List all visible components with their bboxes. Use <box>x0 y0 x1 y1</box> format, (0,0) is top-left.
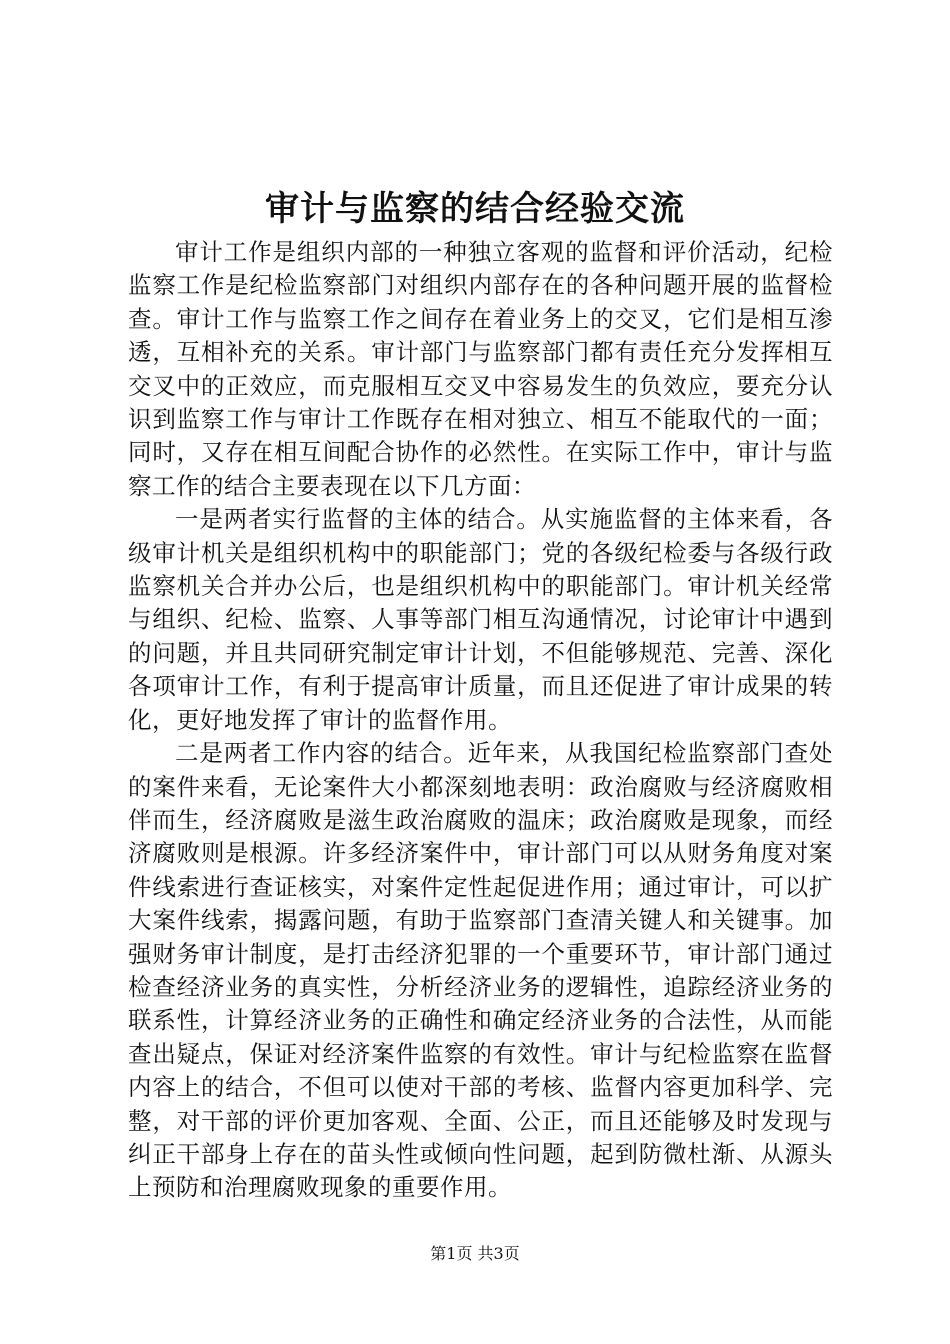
page-number-footer: 第1页 共3页 <box>430 1244 520 1263</box>
document-body <box>128 236 833 1205</box>
paragraph-content-combination: 二是两者工作内容的结合。近年来，从我国纪检监察部门查处的案件来看，无论案件大小都深刻地表明：政治腐败与经济腐败相伴而生，经济腐败是滋生政治腐败的温床；政治腐败是现象，而经济腐败则是根源。许多经济案件中，审计部门可以从财务角度对案件线索进行查证核实，对案件定性起促进作用；通过审计，可以扩大案件线索，揭露问题，有助于监察部门查清关键人和关键事。加强财务审计制度，是打击经济犯罪的一个重要环节，审计部门通过检查经济业务的真实性，分析经济业务的逻辑性，追踪经济业务的联系性，计算经济业务的正确性和确定经济业务的合法性，从而能查出疑点，保证对经济案件监察的有效性。审计与纪检监察在监督内容上的结合，不但可以使对干部的考核、监督内容更加科学、完整，对干部的评价更加客观、全面、公正，而且还能够及时发现与纠正干部身上存在的苗头性或倾向性问题，起到防微杜渐、从源头上预防和治理腐败现象的重要作用。 <box>128 739 833 1202</box>
paragraph-subject-combination: 一是两者实行监督的主体的结合。从实施监督的主体来看，各级审计机关是组织机构中的职能部门；党的各级纪检委与各级行政监察机关合并办公后，也是组织机构中的职能部门。审计机关经常与组织、纪检、监察、人事等部门相互沟通情况，讨论审计中遇到的问题，并且共同研究制定审计计划，不但能够规范、完善、深化各项审计工作，有利于提高审计质量，而且还促进了审计成果的转化，更好地发挥了审计的监督作用。 <box>128 505 833 734</box>
paragraph-intro: 审计工作是组织内部的一种独立客观的监督和评价活动，纪检监察工作是纪检监察部门对组织内部存在的各种问题开展的监督检查。审计工作与监察工作之间存在着业务上的交叉，它们是相互渗透，互相补充的关系。审计部门与监察部门都有责任充分发挥相互交叉中的正效应，而克服相互交叉中容易发生的负效应，要充分认识到监察工作与审计工作既存在相对独立、相互不能取代的一面；同时，又存在相互间配合协作的必然性。在实际工作中，审计与监察工作的结合主要表现在以下几方面： <box>128 238 833 500</box>
document-title: 审计与监察的结合经验交流 <box>265 189 685 229</box>
